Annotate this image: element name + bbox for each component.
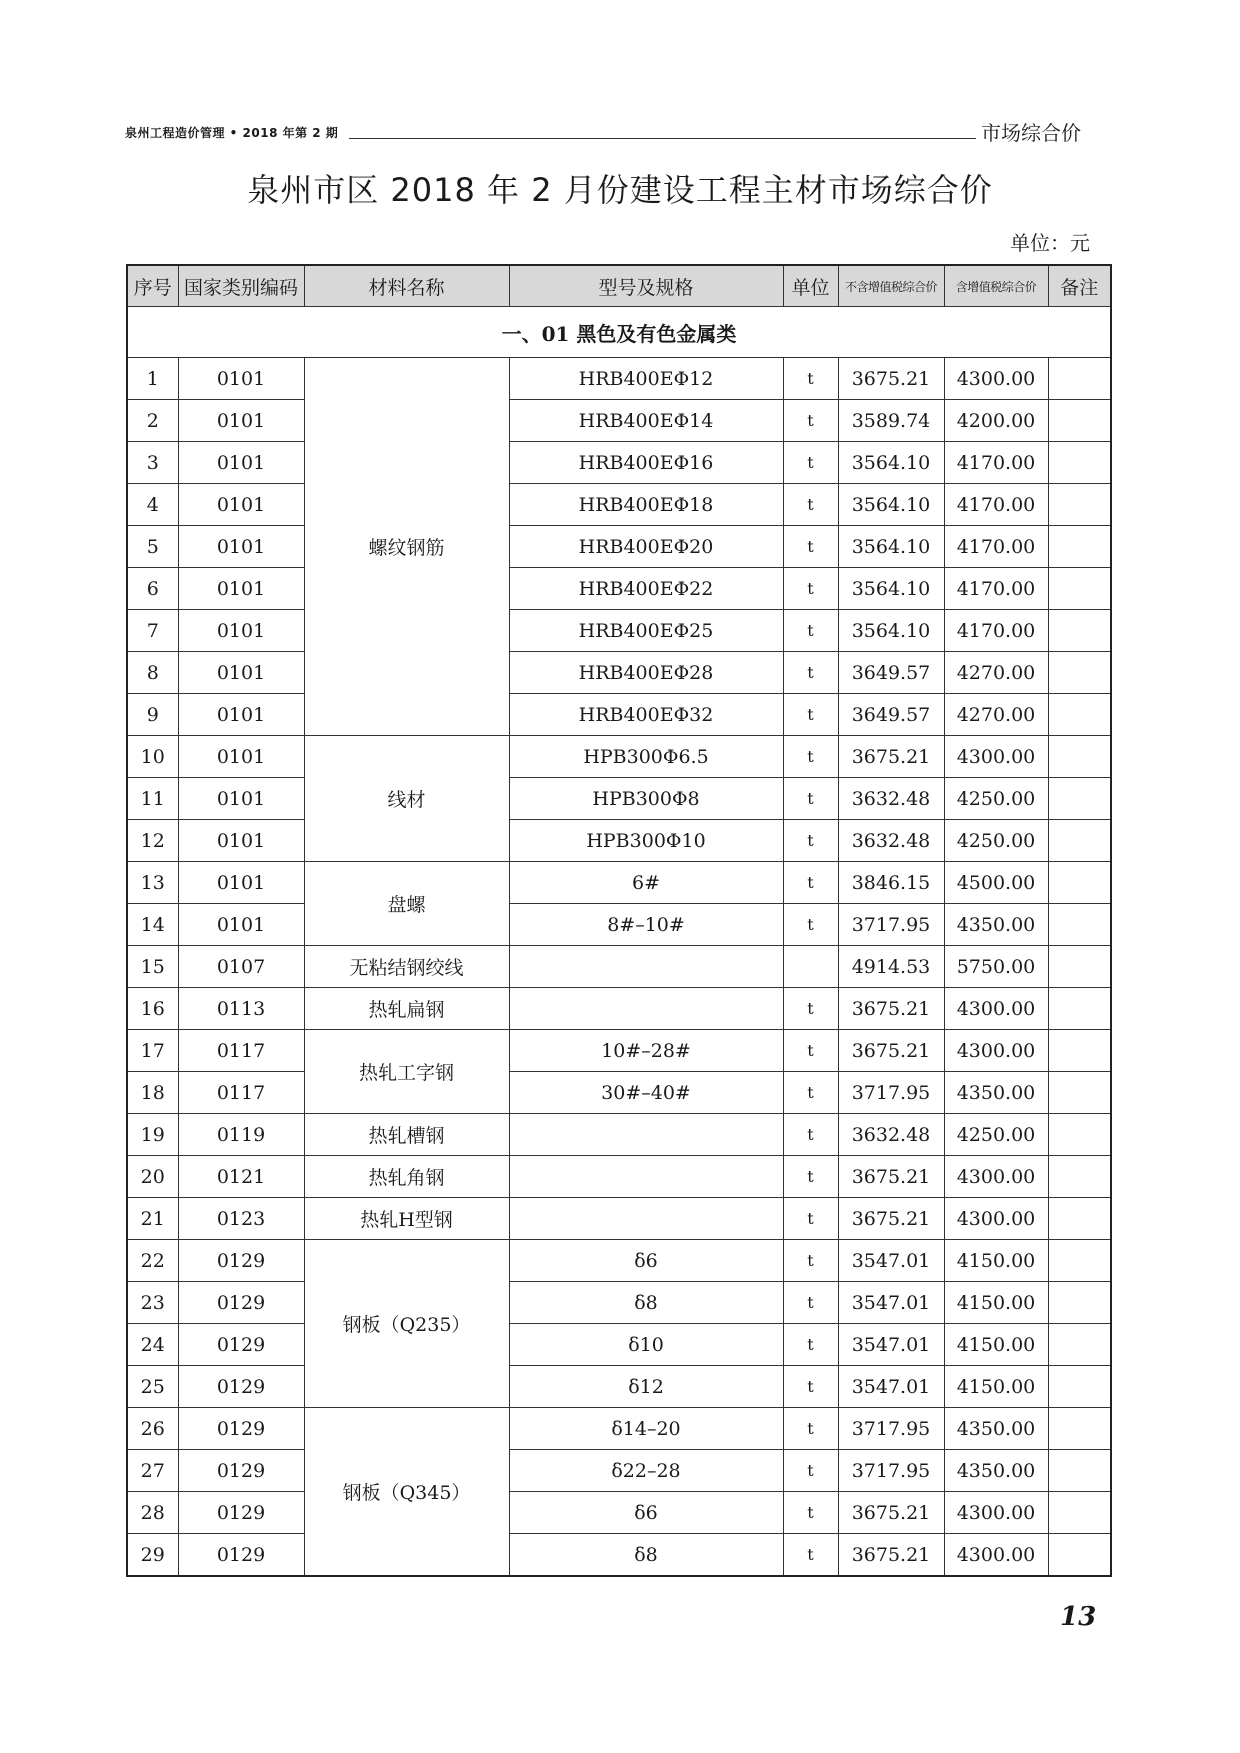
col-header-price-ex-tax: 不含增值税综合价 (838, 265, 944, 307)
table-row (127, 1450, 1111, 1492)
cell-price-in-tax: 4200.00 (944, 400, 1048, 442)
cell-no: 11 (127, 778, 178, 820)
table-row (127, 694, 1111, 736)
cell-note (1048, 652, 1111, 694)
cell-note (1048, 442, 1111, 484)
cell-spec (509, 1156, 783, 1198)
cell-note (1048, 1114, 1111, 1156)
cell-unit: t (783, 778, 838, 820)
cell-no: 25 (127, 1366, 178, 1408)
table-row (127, 820, 1111, 862)
header-rule (349, 138, 976, 139)
cell-no: 24 (127, 1324, 178, 1366)
cell-code: 0119 (178, 1114, 304, 1156)
cell-price-in-tax: 4150.00 (944, 1324, 1048, 1366)
table-row (127, 1324, 1111, 1366)
cell-no: 5 (127, 526, 178, 568)
col-header-price-in-tax: 含增值税综合价 (944, 265, 1048, 307)
cell-unit: t (783, 568, 838, 610)
table-row (127, 1492, 1111, 1534)
table-row (127, 1198, 1111, 1240)
cell-price-in-tax: 4270.00 (944, 652, 1048, 694)
cell-price-ex-tax: 3846.15 (838, 862, 944, 904)
cell-price-in-tax: 4150.00 (944, 1282, 1048, 1324)
cell-note (1048, 1240, 1111, 1282)
cell-price-in-tax: 4300.00 (944, 1198, 1048, 1240)
cell-material-name: 热轧槽钢 (304, 1114, 509, 1156)
cell-price-in-tax: 4250.00 (944, 778, 1048, 820)
cell-material-name: 热轧角钢 (304, 1156, 509, 1198)
cell-price-ex-tax: 3675.21 (838, 988, 944, 1030)
cell-unit: t (783, 904, 838, 946)
cell-note (1048, 1408, 1111, 1450)
cell-spec: 8#–10# (509, 904, 783, 946)
cell-price-in-tax: 4250.00 (944, 820, 1048, 862)
cell-price-ex-tax: 3564.10 (838, 526, 944, 568)
cell-unit: t (783, 1366, 838, 1408)
cell-code: 0101 (178, 358, 304, 400)
cell-note (1048, 778, 1111, 820)
section-title: 一、01 黑色及有色金属类 (127, 307, 1111, 358)
cell-spec: HRB400EΦ22 (509, 568, 783, 610)
cell-price-in-tax: 4300.00 (944, 358, 1048, 400)
cell-price-in-tax: 4250.00 (944, 1114, 1048, 1156)
table-row (127, 358, 1111, 400)
cell-price-in-tax: 4350.00 (944, 1408, 1048, 1450)
cell-unit: t (783, 1324, 838, 1366)
cell-no: 13 (127, 862, 178, 904)
table-row (127, 862, 1111, 904)
cell-spec: δ12 (509, 1366, 783, 1408)
cell-note (1048, 1534, 1111, 1577)
cell-price-ex-tax: 3675.21 (838, 1030, 944, 1072)
cell-price-in-tax: 4150.00 (944, 1240, 1048, 1282)
cell-price-in-tax: 4170.00 (944, 484, 1048, 526)
cell-price-in-tax: 4500.00 (944, 862, 1048, 904)
cell-unit: t (783, 1072, 838, 1114)
cell-price-ex-tax: 3564.10 (838, 442, 944, 484)
cell-unit: t (783, 1114, 838, 1156)
cell-no: 10 (127, 736, 178, 778)
cell-price-in-tax: 4170.00 (944, 610, 1048, 652)
cell-price-in-tax: 4270.00 (944, 694, 1048, 736)
cell-no: 16 (127, 988, 178, 1030)
cell-spec: HRB400EΦ14 (509, 400, 783, 442)
cell-spec: δ8 (509, 1534, 783, 1577)
cell-no: 3 (127, 442, 178, 484)
cell-no: 9 (127, 694, 178, 736)
table-row (127, 1534, 1111, 1577)
cell-code: 0101 (178, 400, 304, 442)
cell-unit: t (783, 820, 838, 862)
cell-note (1048, 358, 1111, 400)
cell-spec: δ6 (509, 1492, 783, 1534)
cell-spec: HPB300Φ6.5 (509, 736, 783, 778)
cell-material-name: 钢板（Q345） (304, 1408, 509, 1577)
table-row (127, 1030, 1111, 1072)
cell-unit: t (783, 1408, 838, 1450)
cell-code: 0129 (178, 1366, 304, 1408)
cell-price-ex-tax: 3675.21 (838, 1156, 944, 1198)
cell-spec: δ10 (509, 1324, 783, 1366)
table-row (127, 1366, 1111, 1408)
cell-spec: HRB400EΦ20 (509, 526, 783, 568)
cell-price-in-tax: 4170.00 (944, 568, 1048, 610)
cell-unit: t (783, 862, 838, 904)
cell-no: 18 (127, 1072, 178, 1114)
cell-unit: t (783, 1030, 838, 1072)
cell-note (1048, 484, 1111, 526)
cell-material-name: 钢板（Q235） (304, 1240, 509, 1408)
cell-price-ex-tax: 3675.21 (838, 1492, 944, 1534)
cell-unit: t (783, 1450, 838, 1492)
cell-spec: HPB300Φ8 (509, 778, 783, 820)
table-row (127, 736, 1111, 778)
cell-price-in-tax: 4300.00 (944, 1030, 1048, 1072)
cell-no: 6 (127, 568, 178, 610)
cell-price-ex-tax: 3649.57 (838, 652, 944, 694)
cell-spec: HRB400EΦ25 (509, 610, 783, 652)
cell-spec: 6# (509, 862, 783, 904)
cell-price-ex-tax: 3632.48 (838, 820, 944, 862)
table-row (127, 1282, 1111, 1324)
cell-no: 29 (127, 1534, 178, 1577)
cell-code: 0113 (178, 988, 304, 1030)
cell-price-in-tax: 4170.00 (944, 526, 1048, 568)
cell-code: 0129 (178, 1492, 304, 1534)
table-row (127, 484, 1111, 526)
cell-note (1048, 988, 1111, 1030)
cell-code: 0101 (178, 778, 304, 820)
cell-price-ex-tax: 4914.53 (838, 946, 944, 988)
cell-unit: t (783, 1534, 838, 1577)
cell-price-in-tax: 4170.00 (944, 442, 1048, 484)
table-row (127, 400, 1111, 442)
cell-code: 0101 (178, 568, 304, 610)
cell-note (1048, 1366, 1111, 1408)
cell-unit: t (783, 736, 838, 778)
cell-no: 2 (127, 400, 178, 442)
cell-price-in-tax: 5750.00 (944, 946, 1048, 988)
cell-spec: δ14–20 (509, 1408, 783, 1450)
table-row (127, 946, 1111, 988)
table-row (127, 610, 1111, 652)
cell-price-in-tax: 4350.00 (944, 1072, 1048, 1114)
cell-unit: t (783, 1282, 838, 1324)
price-table (126, 264, 1112, 1577)
cell-no: 27 (127, 1450, 178, 1492)
cell-code: 0101 (178, 484, 304, 526)
section-header: 市场综合价 (981, 121, 1081, 145)
col-header-material: 材料名称 (304, 265, 509, 307)
page-number: 13 (1060, 1602, 1097, 1632)
cell-code: 0129 (178, 1450, 304, 1492)
cell-material-name: 线材 (304, 736, 509, 862)
cell-note (1048, 1282, 1111, 1324)
table-row (127, 778, 1111, 820)
cell-spec (509, 946, 783, 988)
cell-code: 0101 (178, 610, 304, 652)
table-row (127, 1408, 1111, 1450)
cell-code: 0101 (178, 652, 304, 694)
cell-note (1048, 1156, 1111, 1198)
col-header-spec: 型号及规格 (509, 265, 783, 307)
cell-note (1048, 694, 1111, 736)
cell-code: 0129 (178, 1240, 304, 1282)
cell-spec: 10#–28# (509, 1030, 783, 1072)
cell-code: 0117 (178, 1030, 304, 1072)
cell-no: 4 (127, 484, 178, 526)
table-header-row (127, 265, 1111, 307)
cell-price-in-tax: 4300.00 (944, 1156, 1048, 1198)
cell-price-in-tax: 4150.00 (944, 1366, 1048, 1408)
cell-spec (509, 1198, 783, 1240)
cell-spec: HRB400EΦ12 (509, 358, 783, 400)
cell-spec: HRB400EΦ32 (509, 694, 783, 736)
cell-code: 0101 (178, 526, 304, 568)
cell-price-in-tax: 4300.00 (944, 988, 1048, 1030)
cell-note (1048, 736, 1111, 778)
cell-no: 20 (127, 1156, 178, 1198)
cell-code: 0129 (178, 1408, 304, 1450)
cell-material-name: 无粘结钢绞线 (304, 946, 509, 988)
cell-no: 28 (127, 1492, 178, 1534)
cell-code: 0101 (178, 736, 304, 778)
cell-unit: t (783, 1240, 838, 1282)
cell-note (1048, 862, 1111, 904)
cell-code: 0101 (178, 820, 304, 862)
cell-price-ex-tax: 3675.21 (838, 736, 944, 778)
cell-material-name: 热轧工字钢 (304, 1030, 509, 1114)
cell-note (1048, 526, 1111, 568)
table-row (127, 526, 1111, 568)
cell-unit: t (783, 652, 838, 694)
table-row (127, 1072, 1111, 1114)
cell-spec (509, 1114, 783, 1156)
cell-code: 0129 (178, 1282, 304, 1324)
cell-price-ex-tax: 3564.10 (838, 610, 944, 652)
cell-unit: t (783, 1198, 838, 1240)
cell-no: 23 (127, 1282, 178, 1324)
cell-unit: t (783, 484, 838, 526)
cell-code: 0117 (178, 1072, 304, 1114)
cell-material-name: 螺纹钢筋 (304, 358, 509, 736)
cell-no: 7 (127, 610, 178, 652)
cell-price-in-tax: 4300.00 (944, 1534, 1048, 1577)
cell-code: 0129 (178, 1324, 304, 1366)
cell-no: 21 (127, 1198, 178, 1240)
table-row (127, 652, 1111, 694)
cell-price-ex-tax: 3675.21 (838, 1534, 944, 1577)
table-row (127, 568, 1111, 610)
cell-price-ex-tax: 3547.01 (838, 1366, 944, 1408)
cell-no: 22 (127, 1240, 178, 1282)
cell-note (1048, 568, 1111, 610)
cell-spec: δ22–28 (509, 1450, 783, 1492)
journal-header: 泉州工程造价管理 • 2018 年第 2 期 (125, 126, 339, 140)
table-row (127, 904, 1111, 946)
cell-unit: t (783, 442, 838, 484)
cell-code: 0123 (178, 1198, 304, 1240)
cell-unit: t (783, 694, 838, 736)
cell-spec: HPB300Φ10 (509, 820, 783, 862)
cell-price-ex-tax: 3632.48 (838, 1114, 944, 1156)
cell-unit: t (783, 358, 838, 400)
cell-price-in-tax: 4300.00 (944, 1492, 1048, 1534)
cell-price-in-tax: 4300.00 (944, 736, 1048, 778)
cell-material-name: 盘螺 (304, 862, 509, 946)
cell-code: 0101 (178, 694, 304, 736)
cell-spec: 30#–40# (509, 1072, 783, 1114)
cell-note (1048, 1492, 1111, 1534)
cell-spec: δ8 (509, 1282, 783, 1324)
table-row (127, 988, 1111, 1030)
col-header-unit: 单位 (783, 265, 838, 307)
cell-price-ex-tax: 3675.21 (838, 358, 944, 400)
cell-unit: t (783, 1492, 838, 1534)
cell-price-ex-tax: 3564.10 (838, 568, 944, 610)
table-row (127, 1114, 1111, 1156)
cell-price-ex-tax: 3649.57 (838, 694, 944, 736)
cell-note (1048, 1030, 1111, 1072)
col-header-no: 序号 (127, 265, 178, 307)
cell-code: 0107 (178, 946, 304, 988)
cell-note (1048, 610, 1111, 652)
page-title: 泉州市区 2018 年 2 月份建设工程主材市场综合价 (247, 171, 993, 209)
cell-spec: HRB400EΦ28 (509, 652, 783, 694)
cell-note (1048, 400, 1111, 442)
cell-no: 17 (127, 1030, 178, 1072)
cell-code: 0121 (178, 1156, 304, 1198)
cell-note (1048, 946, 1111, 988)
cell-note (1048, 1072, 1111, 1114)
cell-no: 1 (127, 358, 178, 400)
cell-price-ex-tax: 3589.74 (838, 400, 944, 442)
cell-code: 0129 (178, 1534, 304, 1577)
cell-spec (509, 988, 783, 1030)
cell-price-ex-tax: 3675.21 (838, 1198, 944, 1240)
cell-material-name: 热轧H型钢 (304, 1198, 509, 1240)
table-row (127, 442, 1111, 484)
col-header-note: 备注 (1048, 265, 1111, 307)
cell-spec: HRB400EΦ18 (509, 484, 783, 526)
cell-spec: HRB400EΦ16 (509, 442, 783, 484)
unit-note: 单位：元 (1010, 231, 1090, 255)
cell-price-in-tax: 4350.00 (944, 904, 1048, 946)
cell-unit: t (783, 610, 838, 652)
cell-price-ex-tax: 3547.01 (838, 1282, 944, 1324)
cell-spec: δ6 (509, 1240, 783, 1282)
cell-unit: t (783, 1156, 838, 1198)
cell-price-ex-tax: 3632.48 (838, 778, 944, 820)
cell-price-ex-tax: 3717.95 (838, 1408, 944, 1450)
table-row (127, 1156, 1111, 1198)
cell-no: 19 (127, 1114, 178, 1156)
cell-note (1048, 820, 1111, 862)
cell-code: 0101 (178, 904, 304, 946)
cell-price-ex-tax: 3717.95 (838, 904, 944, 946)
cell-price-in-tax: 4350.00 (944, 1450, 1048, 1492)
cell-code: 0101 (178, 862, 304, 904)
cell-no: 15 (127, 946, 178, 988)
cell-no: 26 (127, 1408, 178, 1450)
cell-no: 12 (127, 820, 178, 862)
cell-price-ex-tax: 3717.95 (838, 1072, 944, 1114)
cell-no: 8 (127, 652, 178, 694)
cell-unit (783, 946, 838, 988)
cell-note (1048, 1198, 1111, 1240)
cell-note (1048, 1450, 1111, 1492)
cell-unit: t (783, 400, 838, 442)
cell-no: 14 (127, 904, 178, 946)
cell-material-name: 热轧扁钢 (304, 988, 509, 1030)
col-header-code: 国家类别编码 (178, 265, 304, 307)
cell-price-ex-tax: 3717.95 (838, 1450, 944, 1492)
cell-price-ex-tax: 3564.10 (838, 484, 944, 526)
cell-note (1048, 904, 1111, 946)
cell-code: 0101 (178, 442, 304, 484)
cell-price-ex-tax: 3547.01 (838, 1240, 944, 1282)
cell-unit: t (783, 526, 838, 568)
cell-unit: t (783, 988, 838, 1030)
cell-price-ex-tax: 3547.01 (838, 1324, 944, 1366)
table-row (127, 1240, 1111, 1282)
section-row (127, 307, 1111, 358)
cell-note (1048, 1324, 1111, 1366)
